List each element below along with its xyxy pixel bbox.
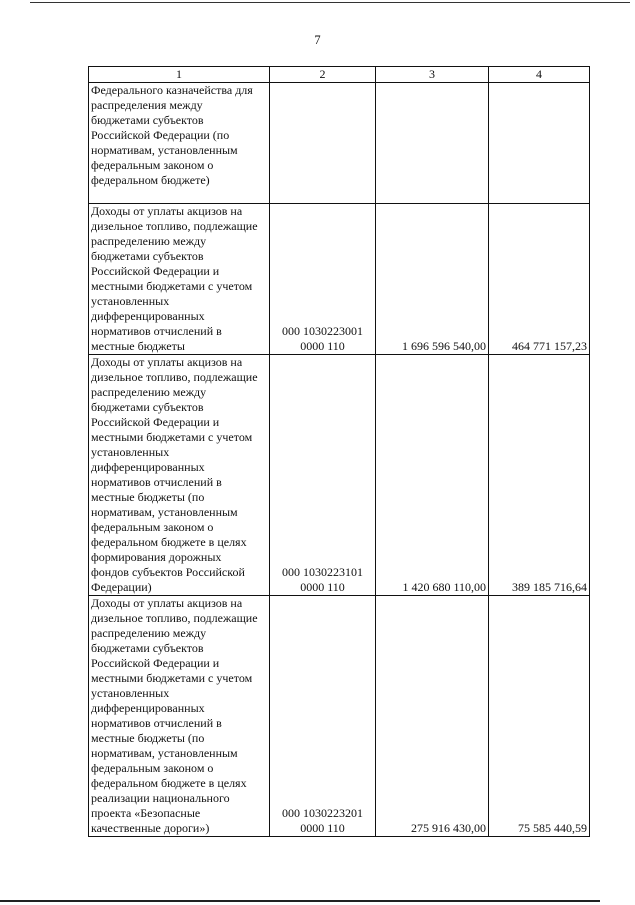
- table-row: [89, 83, 590, 204]
- table-row: [89, 204, 590, 355]
- row-amount-plan-cell: [376, 83, 489, 204]
- header-col-2: 2: [270, 67, 376, 83]
- page-number: 7: [314, 33, 321, 47]
- header-col-3: 3: [376, 67, 489, 83]
- row-code-cell: [270, 83, 376, 204]
- top-scan-edge: [30, 2, 630, 3]
- header-row: [89, 67, 590, 83]
- table-row: [89, 596, 590, 837]
- row-name-cell: Доходы от уплаты акцизов на дизельное топливо, подлежащие распределению между бюджетами субъектов Российской Федерации и местными бюджетами с учетом установленных дифференцированных нормативов отчислений в местные бюджеты (по нормативам, установленным федеральным законом о федеральном бюджете в целях реализации национального проекта «Безопасные качественные дороги»): [89, 596, 270, 837]
- row-amount-fact-cell: 389 185 716,64: [489, 355, 590, 596]
- row-name-cell: Федерального казначейства для распределения между бюджетами субъектов Российской Федерации (по нормативам, установленным федеральным законом о федеральном бюджете): [89, 83, 270, 204]
- row-name-cell: Доходы от уплаты акцизов на дизельное топливо, подлежащие распределению между бюджетами субъектов Российской Федерации и местными бюджетами с учетом установленных дифференцированных нормативов отчислений в местные бюджеты: [89, 204, 270, 355]
- row-amount-fact-cell: 464 771 157,23: [489, 204, 590, 355]
- table-header: [89, 67, 590, 83]
- header-col-4: 4: [489, 67, 590, 83]
- revenue-table: [88, 66, 590, 837]
- row-amount-plan-cell: 1 696 596 540,00: [376, 204, 489, 355]
- row-code-cell: 000 1030223001 0000 110: [270, 204, 376, 355]
- row-code-cell: 000 1030223101 0000 110: [270, 355, 376, 596]
- row-name-cell: Доходы от уплаты акцизов на дизельное топливо, подлежащие распределению между бюджетами субъектов Российской Федерации и местными бюджетами с учетом установленных дифференцированных нормативов отчислений в местные бюджеты (по нормативам, установленным федеральным законом о федеральном бюджете в целях формирования дорожных фондов субъектов Российской Федерации): [89, 355, 270, 596]
- bottom-scan-edge: [0, 900, 600, 902]
- row-amount-plan-cell: 1 420 680 110,00: [376, 355, 489, 596]
- row-amount-plan-cell: 275 916 430,00: [376, 596, 489, 837]
- row-code-cell: 000 1030223201 0000 110: [270, 596, 376, 837]
- table-body: [89, 83, 590, 837]
- table-row: [89, 355, 590, 596]
- header-col-1: 1: [89, 67, 270, 83]
- row-amount-fact-cell: 75 585 440,59: [489, 596, 590, 837]
- row-amount-fact-cell: [489, 83, 590, 204]
